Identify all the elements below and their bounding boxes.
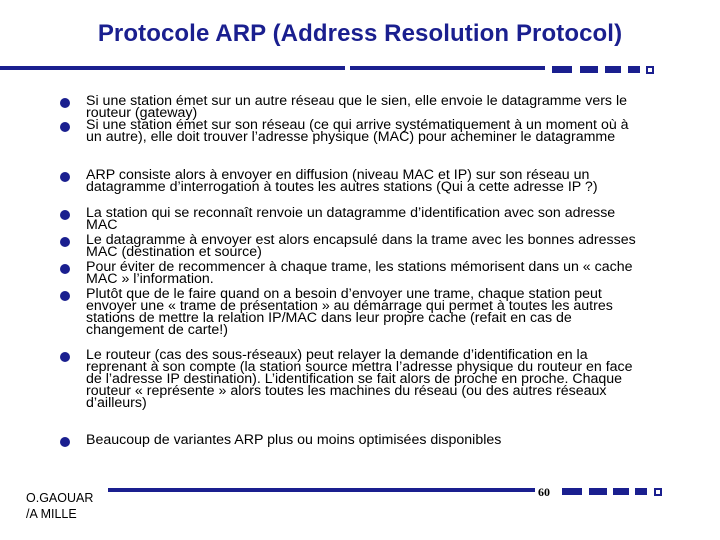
- top-rule-square: [646, 66, 654, 74]
- bullet-dot-icon: [60, 237, 70, 247]
- bullet-text: La station qui se reconnaît renvoie un datagramme d’identification avec son adresse MAC: [86, 205, 616, 233]
- top-rule-block: [605, 66, 621, 73]
- bullet-item: [60, 117, 645, 170]
- bullet-text: Pour éviter de recommencer à chaque trame, les stations mémorisent dans un « cache MAC » l’information.: [86, 259, 633, 287]
- bullet-item: [60, 205, 645, 235]
- bullet-dot-icon: [60, 172, 70, 182]
- top-rule-line: [0, 66, 345, 70]
- bullet-item: [60, 286, 645, 350]
- author-line: O.GAOUAR: [26, 491, 94, 505]
- bottom-rule-block: [613, 488, 629, 495]
- page-number: 60: [538, 485, 550, 499]
- bullet-text: Beaucoup de variantes ARP plus ou moins optimisées disponibles: [86, 432, 502, 448]
- bullet-dot-icon: [60, 291, 70, 301]
- bullet-item: [60, 167, 645, 208]
- bullet-text: Le datagramme à envoyer est alors encapsulé dans la trame avec les bonnes adresses MAC (destination et source): [86, 232, 636, 260]
- bullet-item: [60, 347, 645, 435]
- bullet-text: Si une station émet sur son réseau (ce qui arrive systématiquement à un moment où à un autre), elle doit trouver l’adresse physique (MAC) pour acheminer le datagramme: [86, 117, 629, 145]
- top-rule-block: [628, 66, 640, 73]
- bullet-text: Si une station émet sur un autre réseau que le sien, elle envoie le datagramme vers le routeur (gateway): [86, 93, 628, 121]
- top-rule-block: [580, 66, 598, 73]
- bullet-dot-icon: [60, 210, 70, 220]
- author-block: [26, 490, 93, 522]
- bottom-rule-line: [108, 488, 535, 492]
- bottom-rule-block: [562, 488, 582, 495]
- bullet-dot-icon: [60, 264, 70, 274]
- bullet-dot-icon: [60, 352, 70, 362]
- bullet-item: [60, 259, 645, 289]
- bullet-dot-icon: [60, 122, 70, 132]
- top-rule-block: [552, 66, 572, 73]
- bottom-rule-block: [635, 488, 647, 495]
- bullet-list: [60, 93, 645, 449]
- bullet-item: [60, 232, 645, 262]
- bullet-dot-icon: [60, 98, 70, 108]
- bullet-text: Le routeur (cas des sous-réseaux) peut relayer la demande d’identification en la reprenant à son compte (la station source mettra l’adresse physique du routeur en face de l’adresse IP destination). L’identification se fait alors de proche en proche. Chaque routeur « représente » alors toutes les machines du réseau (ou des autres réseaux d’ailleurs): [86, 347, 633, 411]
- author-line: /A MILLE: [26, 507, 77, 521]
- bottom-rule-square: [654, 488, 662, 496]
- bottom-rule-block: [589, 488, 607, 495]
- slide-title: Protocole ARP (Address Resolution Protocol): [97, 20, 623, 47]
- bullet-text: Plutôt que de le faire quand on a besoin d’envoyer une trame, chaque station peut envoyer une « trame de présentation » au démarrage qui permet à toutes les autres stations de mettre la relation IP/MAC dans leur propre cache (refait en cas de changement de carte!): [86, 286, 613, 338]
- top-rule-segment: [350, 66, 545, 70]
- bullet-dot-icon: [60, 437, 70, 447]
- bullet-item: [60, 432, 645, 449]
- bullet-text: ARP consiste alors à envoyer en diffusion (niveau MAC et IP) sur son réseau un datagramme d’interrogation à toutes les autres stations (Qui a cette adresse IP ?): [86, 167, 598, 195]
